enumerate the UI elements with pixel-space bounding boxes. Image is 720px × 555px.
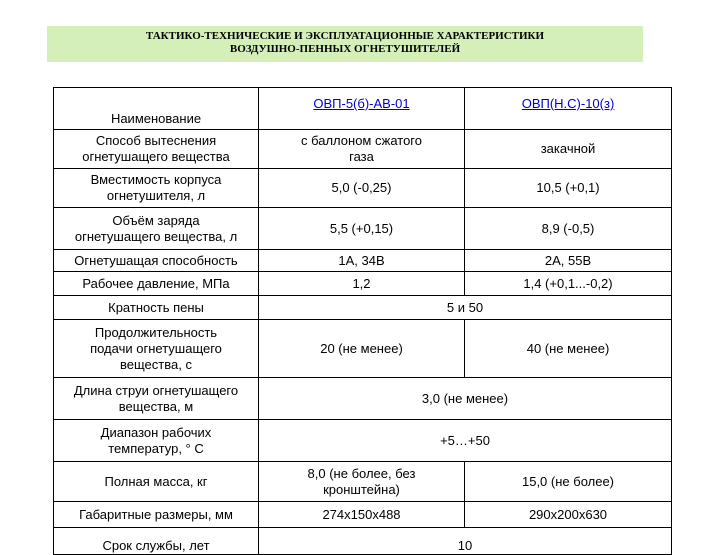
- model-1-link[interactable]: ОВП-5(б)-АВ-01: [313, 96, 410, 111]
- header-model-2-cell: [465, 88, 672, 130]
- row-value-merged: 5 и 50: [259, 296, 672, 320]
- table-row: [54, 130, 672, 169]
- row-value-merged: 3,0 (не менее): [259, 378, 672, 420]
- row-value-model-2: закачной: [465, 130, 672, 169]
- row-value-model-1: 8,0 (не более, без кронштейна): [259, 462, 465, 502]
- table-row: [54, 378, 672, 420]
- row-value-model-2: 15,0 (не более): [465, 462, 672, 502]
- table-row: [54, 320, 672, 378]
- row-value-model-2: 40 (не менее): [465, 320, 672, 378]
- title-line-1: ТАКТИКО-ТЕХНИЧЕСКИЕ И ЭКСПЛУАТАЦИОННЫЕ ХАРАКТЕРИСТИКИ: [145, 30, 545, 42]
- row-label: Кратность пены: [54, 296, 259, 320]
- specifications-table: [53, 87, 672, 555]
- table-row: [54, 420, 672, 462]
- table-row: [54, 169, 672, 208]
- document-title-banner: [47, 26, 643, 62]
- row-value-model-1: 5,0 (-0,25): [259, 169, 465, 208]
- row-value-model-2: 8,9 (-0,5): [465, 208, 672, 250]
- row-label: Срок службы, лет: [54, 528, 259, 555]
- row-value-model-2: 1,4 (+0,1...-0,2): [465, 272, 672, 296]
- row-value-model-2: 2А, 55В: [465, 250, 672, 272]
- row-value-merged: 10: [259, 528, 672, 555]
- header-name-cell: Наименование: [54, 88, 259, 130]
- table-row: [54, 272, 672, 296]
- table-row: [54, 296, 672, 320]
- table-row: [54, 208, 672, 250]
- model-2-link[interactable]: ОВП(Н.С)-10(з): [521, 96, 615, 111]
- row-label: Вместимость корпуса огнетушителя, л: [54, 169, 259, 208]
- row-label: Габаритные размеры, мм: [54, 502, 259, 528]
- row-value-model-1: 20 (не менее): [259, 320, 465, 378]
- row-label: Рабочее давление, МПа: [54, 272, 259, 296]
- row-value-model-1: 1А, 34В: [259, 250, 465, 272]
- header-model-1-cell: [259, 88, 465, 130]
- row-value-model-1: 1,2: [259, 272, 465, 296]
- table-row: [54, 528, 672, 555]
- row-label: Способ вытеснения огнетушащего вещества: [54, 130, 259, 169]
- row-label: Длина струи огнетушащего вещества, м: [54, 378, 259, 420]
- table-row: [54, 462, 672, 502]
- row-value-model-2: 290х200х630: [465, 502, 672, 528]
- title-line-2: ВОЗДУШНО-ПЕННЫХ ОГНЕТУШИТЕЛЕЙ: [229, 43, 461, 55]
- row-label: Огнетушащая способность: [54, 250, 259, 272]
- table-header-row: [54, 88, 672, 130]
- row-value-model-2: 10,5 (+0,1): [465, 169, 672, 208]
- row-value-merged: +5…+50: [259, 420, 672, 462]
- row-value-model-1: 274х150х488: [259, 502, 465, 528]
- row-label: Полная масса, кг: [54, 462, 259, 502]
- row-label: Объём заряда огнетушащего вещества, л: [54, 208, 259, 250]
- table-row: [54, 502, 672, 528]
- row-label: Диапазон рабочих температур, ° С: [54, 420, 259, 462]
- table-row: [54, 250, 672, 272]
- row-label: Продолжительность подачи огнетушащего вещества, с: [54, 320, 259, 378]
- row-value-model-1: с баллоном сжатого газа: [259, 130, 465, 169]
- row-value-model-1: 5,5 (+0,15): [259, 208, 465, 250]
